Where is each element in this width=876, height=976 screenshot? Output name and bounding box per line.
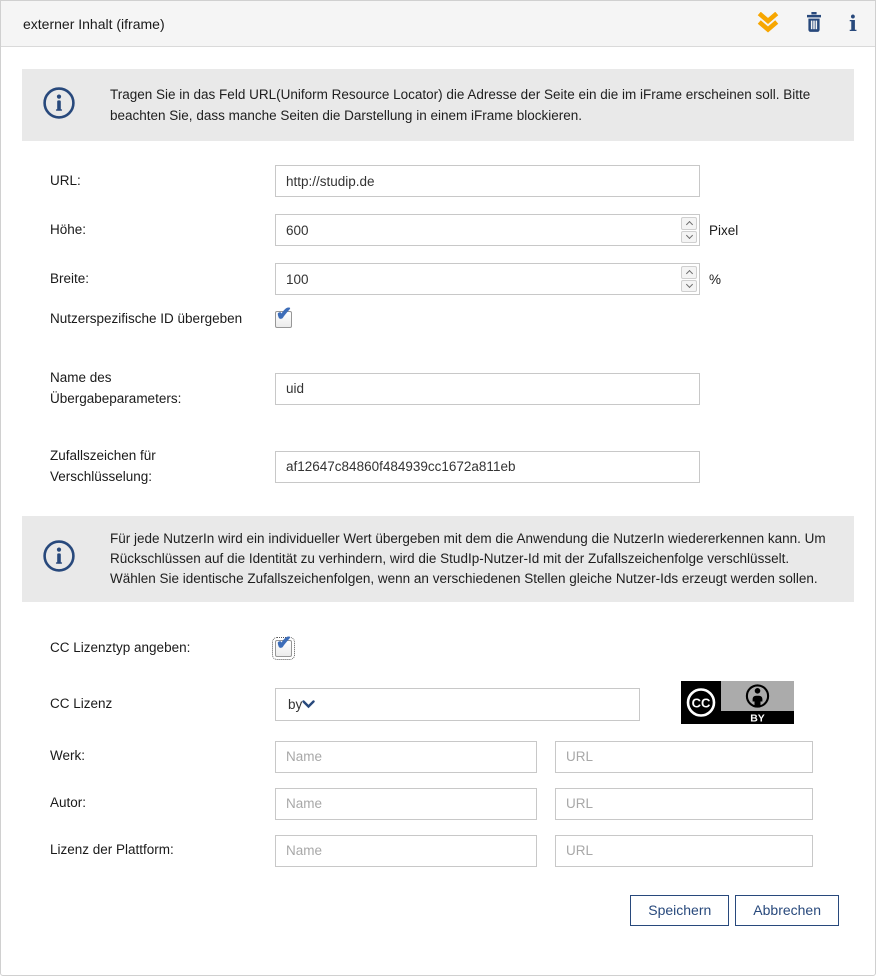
breite-input[interactable] [275, 263, 700, 295]
param-name-label-line1: Name des [50, 369, 112, 385]
breite-label: Breite: [50, 270, 90, 286]
header-actions [757, 12, 857, 36]
zufall-label-line2: Verschlüsselung: [50, 468, 153, 484]
infobox-nutzer-id-hint [22, 516, 854, 602]
cc-by-badge-image [681, 681, 794, 729]
cc-lizenz-row [50, 681, 854, 729]
double-chevron-down-icon [757, 12, 779, 36]
widget-header [1, 1, 875, 47]
infobox-nutzer-id-hint-text: Für jede NutzerIn wird ein individueller Wert übergeben mit dem die Anwendung die NutzerIn wiedererkennen kann. Um Rückschlüssen auf die Identität zu verhindern, wird die StudIp-Nutzer-Id mit der Zufallszeichenfolge verschlüsselt. Wählen Sie identische Zufallszeichenfolgen, wenn an verschiedenen Stellen gleiche Nutzer-Ids erzeugt werden sollen. [110, 530, 826, 586]
check-icon: ✔ [276, 303, 292, 325]
cancel-button[interactable]: Abbrechen [735, 895, 839, 926]
werk-row [50, 741, 854, 773]
plattform-row [50, 835, 854, 867]
url-row [50, 165, 854, 197]
autor-name-input[interactable] [275, 788, 537, 820]
infobox-url-hint-text: Tragen Sie in das Feld URL(Uniform Resource Locator) die Adresse der Seite ein die im iFrame erscheinen soll. Bitte beachten Sie, dass manche Seiten die Darstellung in einem iFrame blockieren. [110, 87, 811, 123]
cc-by-text: BY [750, 712, 765, 724]
werk-label: Werk: [50, 748, 86, 764]
plattform-url-input[interactable] [555, 835, 813, 867]
url-input[interactable] [275, 165, 700, 197]
param-name-row [50, 368, 854, 410]
check-icon: ✔ [276, 632, 292, 654]
zufall-label-line1: Zufallszeichen für [50, 447, 156, 463]
infobox-url-hint [22, 69, 854, 141]
hoehe-input[interactable] [275, 214, 700, 246]
param-name-label [50, 368, 275, 410]
collapse-button[interactable] [757, 12, 779, 36]
hoehe-row [50, 214, 854, 246]
button-row [22, 895, 839, 926]
hoehe-label: Höhe: [50, 221, 87, 237]
werk-name-input[interactable] [275, 741, 537, 773]
zufall-input[interactable] [275, 451, 700, 483]
info-button[interactable] [849, 12, 857, 36]
cc-type-checkbox[interactable] [275, 632, 292, 657]
cc-lizenz-label: CC Lizenz [50, 696, 113, 712]
info-circle-icon [42, 539, 76, 578]
param-name-input[interactable] [275, 373, 700, 405]
cc-logo-text: CC [691, 695, 711, 711]
page-title: externer Inhalt (iframe) [23, 15, 165, 32]
werk-url-input[interactable] [555, 741, 813, 773]
hoehe-spinner [681, 217, 697, 243]
cc-form-area [22, 632, 854, 867]
hoehe-spinner-up-button[interactable] [681, 217, 697, 230]
breite-number-field [275, 263, 700, 295]
autor-label: Autor: [50, 795, 87, 811]
nutzer-id-row [50, 303, 854, 330]
param-name-label-line2: Übergabeparameters: [50, 390, 182, 406]
chevron-down-icon [302, 696, 315, 714]
widget-content [1, 47, 875, 946]
zufall-label [50, 446, 275, 488]
chevron-down-icon [685, 232, 692, 239]
hoehe-number-field [275, 214, 700, 246]
breite-row [50, 263, 854, 295]
cc-lizenz-selected-value: by [288, 697, 303, 713]
info-icon: i [849, 11, 857, 36]
cc-lizenz-select[interactable] [275, 688, 640, 721]
breite-unit: % [709, 271, 722, 287]
zufall-row [50, 446, 854, 488]
hoehe-unit: Pixel [709, 222, 739, 238]
breite-spinner-down-button[interactable] [681, 280, 697, 293]
cc-type-label: CC Lizenztyp angeben: [50, 639, 191, 655]
info-circle-icon [42, 86, 76, 125]
breite-spinner [681, 266, 697, 292]
save-button[interactable]: Speichern [630, 895, 729, 926]
url-label: URL: [50, 172, 81, 188]
cc-type-row [50, 632, 854, 659]
delete-button[interactable] [805, 12, 823, 36]
trash-icon [805, 12, 823, 35]
breite-spinner-up-button[interactable] [681, 266, 697, 279]
chevron-up-icon [685, 221, 692, 228]
nutzer-id-label: Nutzerspezifische ID übergeben [50, 311, 243, 326]
autor-row [50, 788, 854, 820]
form-area [22, 165, 854, 488]
hoehe-spinner-down-button[interactable] [681, 231, 697, 244]
plattform-name-input[interactable] [275, 835, 537, 867]
plattform-label: Lizenz der Plattform: [50, 842, 174, 858]
autor-url-input[interactable] [555, 788, 813, 820]
chevron-up-icon [685, 270, 692, 277]
nutzer-id-checkbox[interactable] [275, 303, 292, 328]
chevron-down-icon [685, 281, 692, 288]
